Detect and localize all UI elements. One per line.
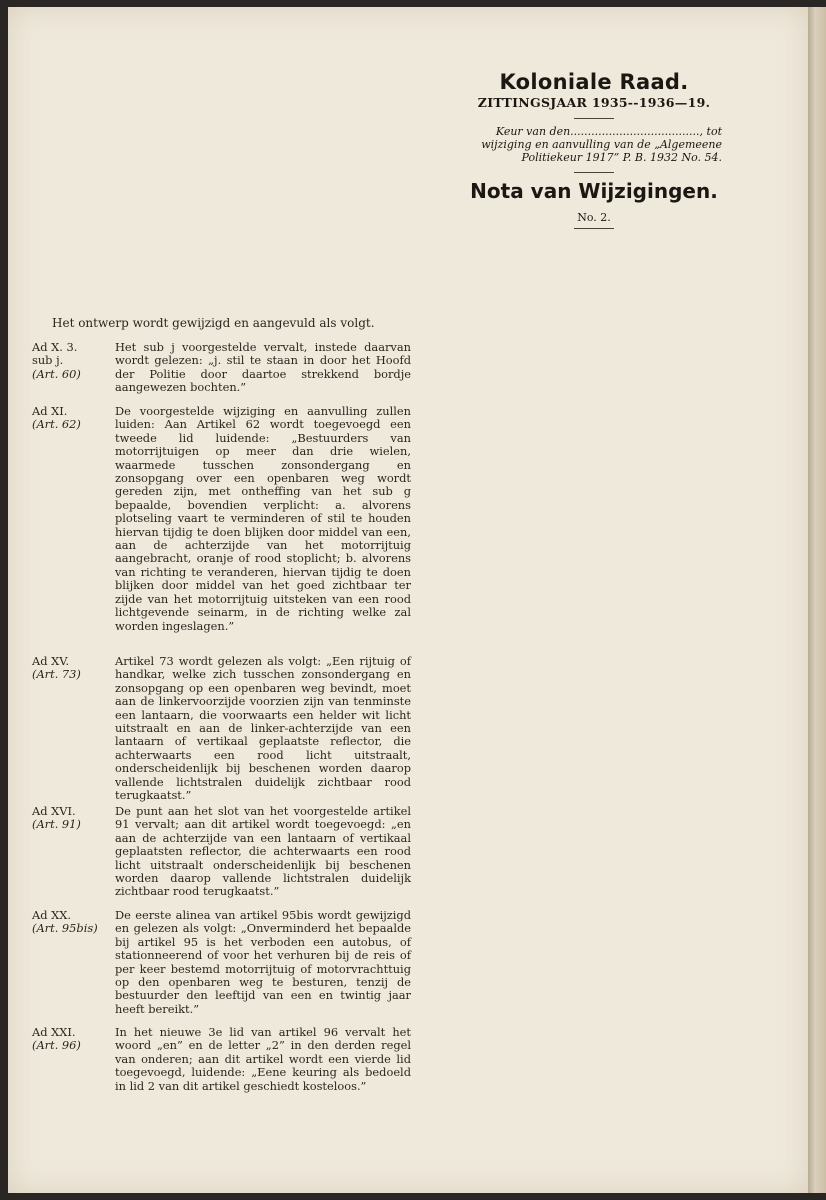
amendment-section xyxy=(32,654,412,803)
section-number: Ad XX. xyxy=(32,908,71,922)
section-article: (Art. 60) xyxy=(32,366,81,381)
amendment-section xyxy=(32,805,412,900)
divider xyxy=(574,172,614,173)
council-title: Koloniale Raad. xyxy=(499,70,689,94)
section-article: (Art. 62) xyxy=(32,417,81,432)
section-number: Ad XXI. xyxy=(32,1025,76,1039)
section-text: Het sub j voorgestelde vervalt, instede daarvan wordt gelezen: „j. stil te staan in door het Hoofd der Politie door daartoe strekkend bordje aangewezen bochten.” xyxy=(115,340,411,395)
section-number: Ad XV. xyxy=(32,654,70,668)
keur-subtitle: Keur van den....................................., tot wijziging en aanvulling van de „Algemeene Politiekeur 1917” P. B. 1932 No. 54. xyxy=(481,125,722,164)
section-label xyxy=(32,655,110,682)
section-article: (Art. 91) xyxy=(32,817,81,832)
section-article: (Art. 73) xyxy=(32,667,81,682)
divider xyxy=(574,228,614,229)
nota-number: No. 2. xyxy=(577,211,611,224)
section-label xyxy=(32,1026,110,1053)
intro-text: Het ontwerp wordt gewijzigd en aangevuld als volgt. xyxy=(52,316,375,330)
divider xyxy=(574,118,614,119)
nota-title: Nota van Wijzigingen. xyxy=(470,179,718,203)
amendment-section xyxy=(32,909,412,1019)
book-spine xyxy=(808,7,826,1193)
section-label xyxy=(32,405,110,432)
document-header xyxy=(462,70,726,235)
section-text: In het nieuwe 3e lid van artikel 96 vervalt het woord „en” en de letter „2” in den derden regel van onderen; aan dit artikel wordt een vierde lid toegevoegd, luidende: „Eene keuring als bedoeld in lid 2 van dit artikel geschiedt kosteloos.” xyxy=(115,1025,411,1093)
section-number: Ad X. 3. sub j. xyxy=(32,340,78,368)
amendment-section xyxy=(32,1026,412,1106)
amendment-section xyxy=(32,405,412,645)
section-text: De voorgestelde wijziging en aanvulling zullen luiden: Aan Artikel 62 wordt toegevoegd een tweede lid luidende: „Bestuurders van motorrijtuigen op meer dan drie wielen, waarmede tusschen zonsondergang en zonsopgang over een openbaren weg wordt gereden zijn, met ontheffing van het sub g bepaalde, bovendien verplicht: a. alvorens plotseling vaart te verminderen of stil te houden hiervan tijdig te doen blijken door middel van een, aan de achterzijde van het motorrijtuig aangebracht, oranje of rood stoplicht; b. alvorens van richting te veranderen, hiervan tijdig te doen blijken door middel van het goed zichtbaar ter zijde van het motorrijtuig uitsteken van een rood lichtgevende seinarm, in de richting welke zal worden ingeslagen.” xyxy=(115,404,411,633)
section-number: Ad XVI. xyxy=(32,804,76,818)
session-year: ZITTINGSJAAR 1935--1936—19. xyxy=(477,95,711,110)
section-article: (Art. 95bis) xyxy=(32,921,98,936)
section-article: (Art. 96) xyxy=(32,1038,81,1053)
section-label xyxy=(32,805,110,832)
section-text: De eerste alinea van artikel 95bis wordt gewijzigd en gelezen als volgt: „Onverminderd het bepaalde bij artikel 95 is het verboden een autobus, of stationneerend of voor het verhuren bij de reis of per keer bestemd motorrijtuig of motorvrachttuig op den openbaren weg te besturen, tenzij de bestuurder den leeftijd van een en twintig jaar heeft bereikt.” xyxy=(115,908,411,1016)
section-label xyxy=(32,341,110,381)
section-label xyxy=(32,909,110,936)
section-text: Artikel 73 wordt gelezen als volgt: „Een rijtuig of handkar, welke zich tusschen zonsondergang en zonsopgang op een openbaren weg bevindt, moet aan de linkervoorzijde voorzien zijn van tenminste een lantaarn, die voorwaarts een helder wit licht uitstraalt en aan de linker-achterzijde van een lantaarn of vertikaal geplaatste reflector, die achterwaarts een rood licht uitstraalt, onderscheidenlijk bij beschenen worden daarop vallende lichtstralen duidelijk zichtbaar rood terugkaatst.” xyxy=(115,654,411,803)
amendment-section xyxy=(32,341,412,393)
section-number: Ad XI. xyxy=(32,404,68,418)
section-text: De punt aan het slot van het voorgestelde artikel 91 vervalt; aan dit artikel wordt toegevoegd: „en aan de achterzijde van een lantaarn of vertikaal geplaatsten reflector, die achterwaarts een rood licht uitstraalt onderscheidenlijk bij beschenen worden daarop vallende lichtstralen duidelijk zichtbaar rood terugkaatst.” xyxy=(115,804,411,899)
